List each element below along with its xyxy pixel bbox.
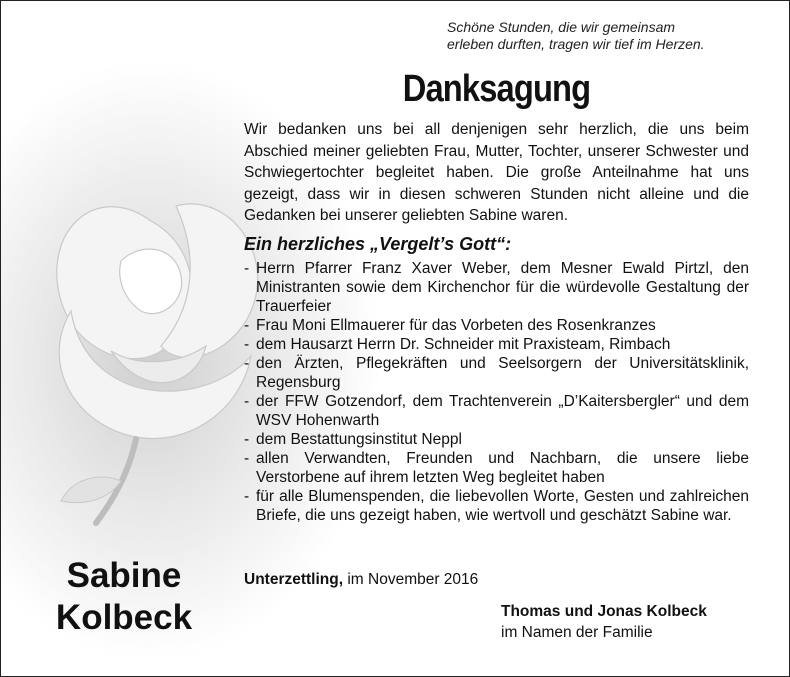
memorial-quote-line: Schöne Stunden, die wir gemeinsam [447, 19, 676, 35]
place: Unterzettling, [244, 571, 344, 588]
date: im November 2016 [347, 571, 479, 588]
intro-paragraph: Wir bedanken uns bei all denjenigen sehr herzlich, die uns beim Abschied meiner geliebten Frau, Mutter, Tochter, unserer Schwester und Schwiegertochter begleitet haben. Die große Anteilnahme hat uns gezeigt, dass wir in diesen schweren Stunden nicht alleine und die Gedanken bei unserer geliebten Sabine waren. [244, 121, 749, 224]
list-item: - Herrn Pfarrer Franz Xaver Weber, dem Mesner Ewald Pirtzl, den Ministranten sowie dem Kirchenchor für die würdevolle Gestaltung der Trauerfeier [244, 259, 749, 316]
place-date [244, 570, 478, 590]
deceased-first-name: Sabine [66, 556, 182, 595]
list-item: - für alle Blumenspenden, die liebevollen Worte, Gesten und zahlreichen Briefe, die uns gezeigt haben, wie wertvoll und geschätzt Sabine war. [244, 487, 749, 525]
deceased-last-name: Kolbeck [55, 598, 193, 637]
memorial-quote-line: erleben durften, tragen wir tief im Herzen. [447, 36, 705, 52]
family-signature [501, 601, 707, 643]
thanks-list [244, 259, 749, 525]
list-item: - dem Bestattungsinstitut Neppl [244, 430, 749, 449]
list-item: - den Ärzten, Pflegekräften und Seelsorgern der Universitätsklinik, Regensburg [244, 354, 749, 392]
family-names: Thomas und Jonas Kolbeck [501, 603, 707, 620]
list-item: - Frau Moni Ellmauerer für das Vorbeten des Rosenkranzes [244, 316, 749, 335]
family-note: im Namen der Familie [501, 624, 653, 641]
list-item: - der FFW Gotzendorf, dem Trachtenverein „D’Kaitersbergler“ und dem WSV Hohenwarth [244, 392, 749, 430]
list-item: - allen Verwandten, Freunden und Nachbarn, die unsere liebe Verstorbene auf ihrem letzten Weg begleitet haben [244, 449, 749, 487]
list-item: - dem Hausarzt Herrn Dr. Schneider mit Praxisteam, Rimbach [244, 335, 749, 354]
thanks-heading: Ein herzliches „Vergelt’s Gott“: [244, 234, 512, 254]
memorial-quote [447, 19, 767, 53]
page-title: Danksagung [402, 68, 591, 110]
